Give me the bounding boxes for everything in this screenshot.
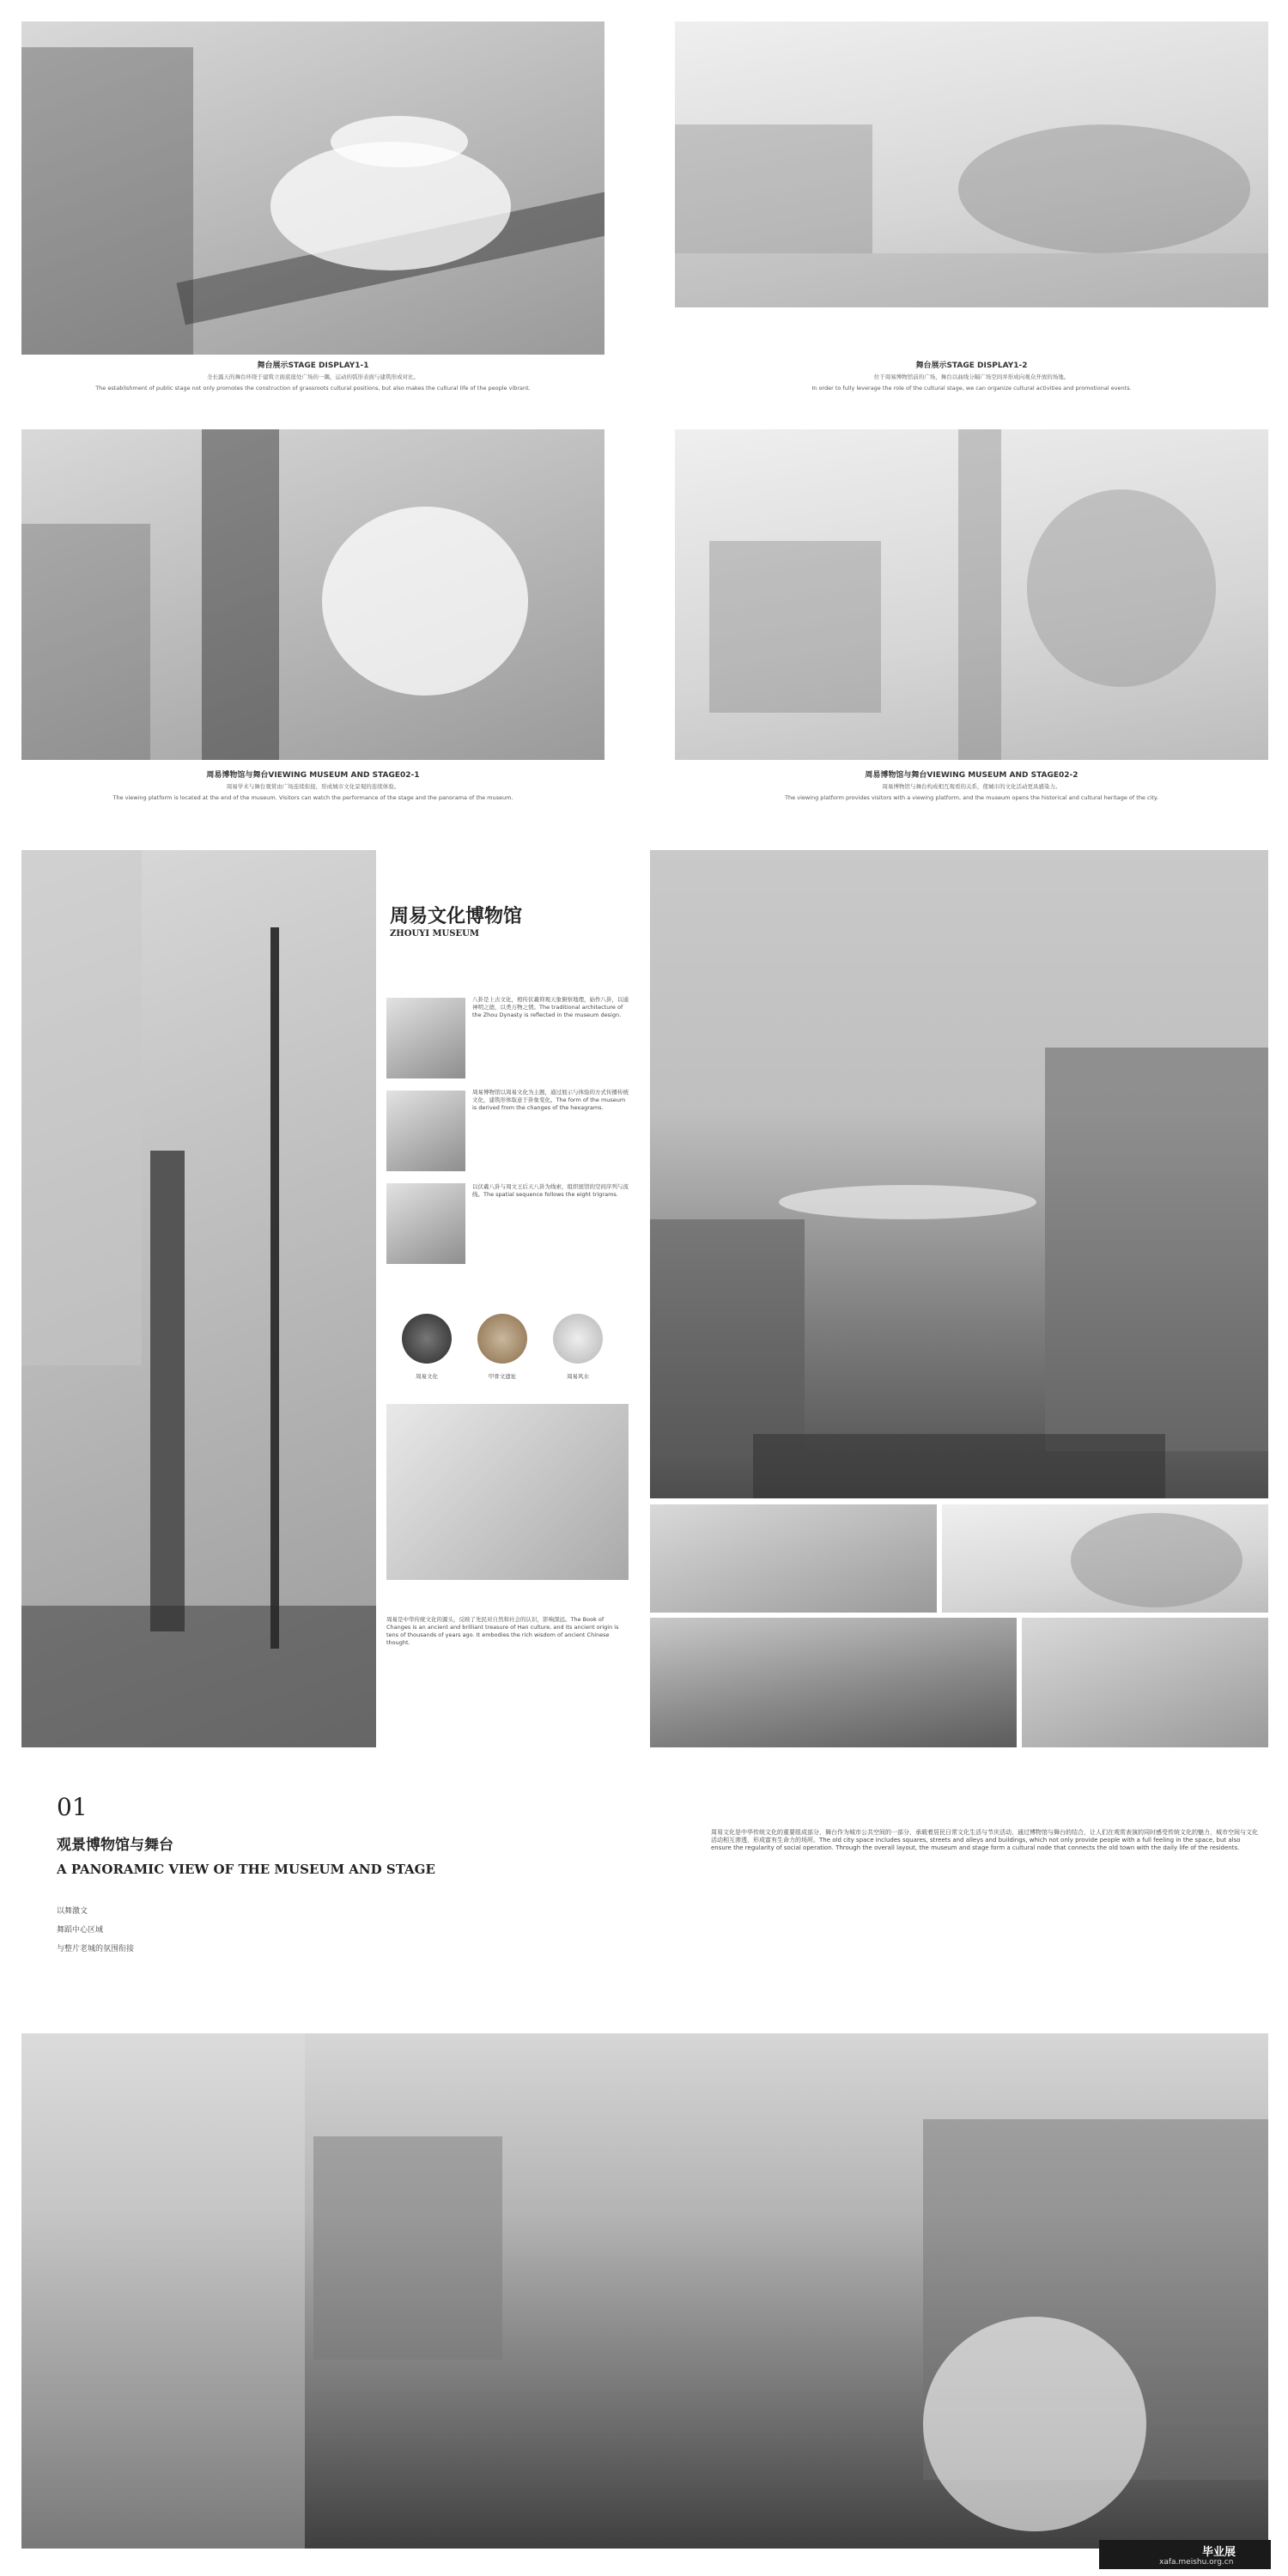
- bagua-disc-icon: [402, 1314, 452, 1364]
- footer-url: xafa.meishu.org.cn: [1159, 2558, 1234, 2567]
- museum-paragraph-1: 八卦是上古文化，相传伏羲仰观天象俯察地理，始作八卦，以通神明之德，以类万物之情。The traditional architecture of the Zhou Dynasty is reflected in the museum design.: [472, 996, 629, 1018]
- museum-site-map: [386, 1404, 629, 1580]
- oracle-bone-icon: [477, 1314, 527, 1364]
- section-number: 01: [57, 1793, 88, 1821]
- section-tag-2: 舞蹈中心区域: [57, 1926, 104, 1935]
- section-tag-3: 与整片老城的氛围衔接: [57, 1945, 135, 1953]
- aerial-view-2-2: [675, 429, 1268, 760]
- caption-text-zh: 全长露天的舞台环绕于建筑立面底座处广场的一隅，运动的弧形表面与建筑形成对比。: [207, 374, 419, 380]
- section-tag-1: 以舞激文: [57, 1907, 88, 1916]
- footer-logo-text: 毕业展: [1202, 2546, 1236, 2559]
- caption-title: 周易博物馆与舞台VIEWING MUSEUM AND STAGE02-1: [206, 771, 420, 780]
- detail-photo-1: [650, 1504, 937, 1613]
- caption-title: 周易博物馆与舞台VIEWING MUSEUM AND STAGE02-2: [865, 771, 1078, 780]
- street-scene-right: [650, 850, 1268, 1498]
- icon-label-1: 周易文化: [416, 1373, 438, 1380]
- caption-text-en: In order to fully leverage the role of the cultural stage, we can organize cultural activities and promotional events.: [811, 385, 1132, 392]
- footer-logo: [1099, 2540, 1271, 2569]
- stage-caption-1-2: [675, 359, 1268, 392]
- caption-title: 舞台展示STAGE DISPLAY1-2: [915, 361, 1028, 370]
- caption-text-en: The establishment of public stage not only promotes the construction of grassroots cultural positions, but also makes the cultural life of the people vibrant.: [95, 385, 531, 392]
- caption-text-en: The viewing platform provides visitors with a viewing platform, and the museum opens the historical and cultural heritage of the city.: [785, 794, 1158, 801]
- stage-render-1-2: [675, 21, 1268, 307]
- detail-photo-3: [650, 1618, 1017, 1747]
- street-scene-left: [21, 850, 376, 1747]
- section-paragraph: 周易文化是中华传统文化的重要组成部分，舞台作为城市公共空间的一部分，承载着居民日常文化生活与节庆活动，通过博物馆与舞台的结合，让人们在观赏表演的同时感受传统文化的魅力，城市空间与文化活动相互渗透，形成富有生命力的场所。The old city space includes squares, streets and alleys and buildings, which not only provide people with a full feeling in the space, but also ensure the regularity of social operation. Through the overall layout, the museum and stage form a cultural node that connects the old town with the daily life of the residents.: [711, 1829, 1258, 1851]
- panorama-render: [21, 2033, 1268, 2549]
- section-title-en: A PANORAMIC VIEW OF THE MUSEUM AND STAGE: [57, 1862, 435, 1877]
- icon-label-3: 周易风水: [567, 1373, 589, 1380]
- caption-text-en: The viewing platform is located at the end of the museum. Visitors can watch the performance of the stage and the panorama of the museum.: [112, 794, 513, 801]
- zhouyi-museum-panel: [376, 850, 639, 1747]
- museum-title-zh: 周易文化博物馆: [390, 905, 523, 927]
- caption-text-zh: 周易博物馆与舞台构成相互观看的关系，使城市的文化活动更具感染力。: [882, 783, 1061, 790]
- caption-text-zh: 周易学术与舞台观赏由广场连续衔接，形成城市文化景观的连续体验。: [226, 783, 400, 790]
- view-caption-2-2: [675, 769, 1268, 802]
- stage-render-1-1: [21, 21, 605, 355]
- section-title-zh: 观景博物馆与舞台: [57, 1837, 173, 1854]
- museum-paragraph-2: 周易博物馆以周易文化为主题，通过展示与体验的方式传播传统文化，建筑形体取意于卦象变化。The form of the museum is derived from the changes of the hexagrams.: [472, 1089, 629, 1111]
- museum-thumb-2: [386, 1091, 465, 1171]
- fengshui-scroll-icon: [553, 1314, 603, 1364]
- museum-body-text: 周易是中华传统文化的源头，反映了先民对自然和社会的认识，影响深远。The Book of Changes is an ancient and brilliant treasure of Han culture, and its ancient origin is tens of thousands of years ago. It embodies the rich wisdom of ancient Chinese thought.: [386, 1616, 619, 1646]
- detail-photo-4: [1022, 1618, 1268, 1747]
- view-caption-2-1: [21, 769, 605, 802]
- museum-thumb-1: [386, 998, 465, 1078]
- detail-photo-2: [942, 1504, 1268, 1613]
- caption-text-zh: 位于周易博物馆前的广场，舞台以曲线分隔广场空间并形成向观众开放的场地。: [873, 374, 1070, 380]
- stage-caption-1-1: [21, 359, 605, 392]
- museum-paragraph-3: 以伏羲八卦与周文王后天八卦为线索，组织展馆的空间序列与流线。The spatial sequence follows the eight trigrams.: [472, 1183, 629, 1198]
- museum-title-en: ZHOUYI MUSEUM: [390, 929, 479, 939]
- caption-title: 舞台展示STAGE DISPLAY1-1: [257, 361, 369, 370]
- aerial-view-2-1: [21, 429, 605, 760]
- museum-thumb-3: [386, 1183, 465, 1264]
- icon-label-2: 甲骨文遗址: [488, 1373, 517, 1380]
